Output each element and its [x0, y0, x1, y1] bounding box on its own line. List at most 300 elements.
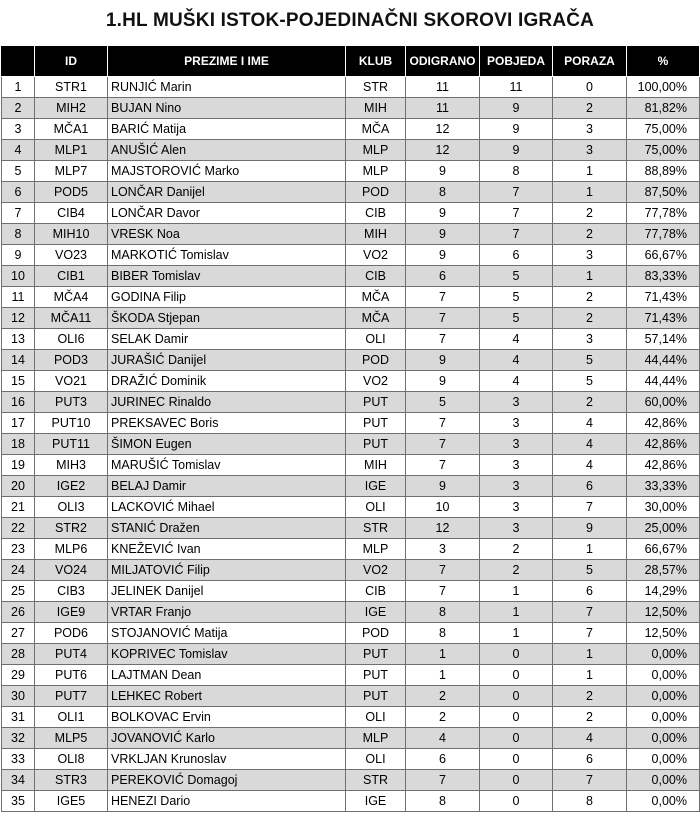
cell-percent: 44,44% — [627, 371, 700, 392]
cell-wins: 0 — [480, 644, 553, 665]
cell-percent: 14,29% — [627, 581, 700, 602]
cell-id: CIB3 — [35, 581, 108, 602]
cell-losses: 1 — [553, 161, 627, 182]
cell-played: 2 — [406, 707, 480, 728]
cell-played: 7 — [406, 413, 480, 434]
cell-id: MLP5 — [35, 728, 108, 749]
cell-name: HENEZI Dario — [108, 791, 346, 812]
cell-rank: 9 — [2, 245, 35, 266]
table-row — [2, 539, 700, 560]
cell-name: RUNJIĆ Marin — [108, 77, 346, 98]
cell-losses: 4 — [553, 413, 627, 434]
cell-played: 11 — [406, 98, 480, 119]
cell-losses: 6 — [553, 749, 627, 770]
cell-wins: 11 — [480, 77, 553, 98]
cell-id: MIH10 — [35, 224, 108, 245]
table-row — [2, 119, 700, 140]
cell-percent: 0,00% — [627, 770, 700, 791]
cell-id: STR1 — [35, 77, 108, 98]
table-body — [2, 77, 700, 812]
cell-name: PREKSAVEC Boris — [108, 413, 346, 434]
cell-id: IGE9 — [35, 602, 108, 623]
cell-club: IGE — [346, 602, 406, 623]
page-title: 1.HL MUŠKI ISTOK-POJEDINAČNI SKOROVI IGRAČA — [105, 10, 595, 31]
cell-name: SELAK Damir — [108, 329, 346, 350]
table-row — [2, 602, 700, 623]
table-row — [2, 413, 700, 434]
cell-wins: 6 — [480, 245, 553, 266]
table-row — [2, 560, 700, 581]
cell-club: STR — [346, 518, 406, 539]
cell-club: STR — [346, 77, 406, 98]
cell-rank: 29 — [2, 665, 35, 686]
table-header-row — [2, 46, 700, 77]
table-row — [2, 497, 700, 518]
cell-wins: 4 — [480, 350, 553, 371]
header-rank — [2, 46, 35, 77]
cell-played: 10 — [406, 497, 480, 518]
cell-id: MIH2 — [35, 98, 108, 119]
cell-wins: 3 — [480, 518, 553, 539]
cell-losses: 7 — [553, 623, 627, 644]
cell-losses: 8 — [553, 791, 627, 812]
cell-losses: 2 — [553, 686, 627, 707]
cell-name: STOJANOVIĆ Matija — [108, 623, 346, 644]
cell-percent: 0,00% — [627, 686, 700, 707]
cell-club: PUT — [346, 434, 406, 455]
cell-name: ANUŠIĆ Alen — [108, 140, 346, 161]
cell-club: CIB — [346, 266, 406, 287]
cell-id: POD6 — [35, 623, 108, 644]
cell-percent: 83,33% — [627, 266, 700, 287]
cell-id: CIB4 — [35, 203, 108, 224]
cell-rank: 18 — [2, 434, 35, 455]
cell-losses: 6 — [553, 476, 627, 497]
cell-wins: 7 — [480, 182, 553, 203]
cell-losses: 4 — [553, 434, 627, 455]
cell-club: OLI — [346, 707, 406, 728]
table-row — [2, 665, 700, 686]
cell-club: MLP — [346, 140, 406, 161]
cell-played: 1 — [406, 665, 480, 686]
cell-club: OLI — [346, 497, 406, 518]
table-row — [2, 140, 700, 161]
cell-name: LEHKEC Robert — [108, 686, 346, 707]
cell-id: VO21 — [35, 371, 108, 392]
table-row — [2, 98, 700, 119]
cell-name: JOVANOVIĆ Karlo — [108, 728, 346, 749]
cell-name: GODINA Filip — [108, 287, 346, 308]
cell-losses: 0 — [553, 77, 627, 98]
cell-rank: 20 — [2, 476, 35, 497]
cell-name: BIBER Tomislav — [108, 266, 346, 287]
cell-played: 1 — [406, 644, 480, 665]
header-played: ODIGRANO — [406, 46, 480, 77]
cell-played: 12 — [406, 119, 480, 140]
cell-rank: 1 — [2, 77, 35, 98]
cell-name: MAJSTOROVIĆ Marko — [108, 161, 346, 182]
cell-wins: 3 — [480, 413, 553, 434]
cell-losses: 1 — [553, 665, 627, 686]
cell-id: CIB1 — [35, 266, 108, 287]
cell-name: VRTAR Franjo — [108, 602, 346, 623]
cell-percent: 100,00% — [627, 77, 700, 98]
cell-percent: 42,86% — [627, 434, 700, 455]
cell-played: 3 — [406, 539, 480, 560]
cell-percent: 71,43% — [627, 287, 700, 308]
cell-name: DRAŽIĆ Dominik — [108, 371, 346, 392]
cell-id: OLI3 — [35, 497, 108, 518]
cell-losses: 2 — [553, 308, 627, 329]
cell-id: MLP6 — [35, 539, 108, 560]
cell-id: MLP7 — [35, 161, 108, 182]
cell-club: POD — [346, 623, 406, 644]
cell-name: BARIĆ Matija — [108, 119, 346, 140]
cell-club: STR — [346, 770, 406, 791]
table-row — [2, 329, 700, 350]
cell-wins: 8 — [480, 161, 553, 182]
cell-club: MIH — [346, 98, 406, 119]
cell-name: JELINEK Danijel — [108, 581, 346, 602]
cell-club: POD — [346, 350, 406, 371]
cell-wins: 3 — [480, 455, 553, 476]
cell-club: PUT — [346, 686, 406, 707]
table-row — [2, 77, 700, 98]
cell-percent: 77,78% — [627, 203, 700, 224]
cell-club: MLP — [346, 539, 406, 560]
table-row — [2, 686, 700, 707]
cell-played: 7 — [406, 560, 480, 581]
cell-percent: 0,00% — [627, 707, 700, 728]
cell-name: BELAJ Damir — [108, 476, 346, 497]
cell-id: OLI6 — [35, 329, 108, 350]
cell-losses: 1 — [553, 182, 627, 203]
cell-rank: 19 — [2, 455, 35, 476]
cell-name: KOPRIVEC Tomislav — [108, 644, 346, 665]
cell-rank: 3 — [2, 119, 35, 140]
cell-percent: 0,00% — [627, 644, 700, 665]
cell-rank: 26 — [2, 602, 35, 623]
cell-club: MČA — [346, 119, 406, 140]
cell-rank: 25 — [2, 581, 35, 602]
cell-played: 12 — [406, 140, 480, 161]
cell-name: VRESK Noa — [108, 224, 346, 245]
cell-rank: 31 — [2, 707, 35, 728]
cell-club: OLI — [346, 329, 406, 350]
cell-name: KNEŽEVIĆ Ivan — [108, 539, 346, 560]
cell-wins: 3 — [480, 392, 553, 413]
cell-club: MLP — [346, 161, 406, 182]
cell-percent: 33,33% — [627, 476, 700, 497]
cell-name: LAJTMAN Dean — [108, 665, 346, 686]
table-row — [2, 224, 700, 245]
cell-rank: 17 — [2, 413, 35, 434]
table-row — [2, 434, 700, 455]
table-row — [2, 203, 700, 224]
cell-losses: 7 — [553, 602, 627, 623]
table-row — [2, 266, 700, 287]
cell-name: ŠIMON Eugen — [108, 434, 346, 455]
cell-club: OLI — [346, 749, 406, 770]
table-row — [2, 581, 700, 602]
cell-club: IGE — [346, 791, 406, 812]
cell-id: PUT4 — [35, 644, 108, 665]
cell-wins: 9 — [480, 119, 553, 140]
cell-played: 7 — [406, 329, 480, 350]
cell-club: PUT — [346, 665, 406, 686]
cell-name: JURAŠIĆ Danijel — [108, 350, 346, 371]
cell-played: 7 — [406, 455, 480, 476]
cell-losses: 5 — [553, 350, 627, 371]
header-club: KLUB — [346, 46, 406, 77]
cell-id: MIH3 — [35, 455, 108, 476]
cell-rank: 5 — [2, 161, 35, 182]
cell-club: MIH — [346, 455, 406, 476]
cell-losses: 2 — [553, 707, 627, 728]
header-name: PREZIME I IME — [108, 46, 346, 77]
cell-id: MČA1 — [35, 119, 108, 140]
cell-name: LACKOVIĆ Mihael — [108, 497, 346, 518]
cell-id: OLI8 — [35, 749, 108, 770]
cell-played: 7 — [406, 581, 480, 602]
cell-played: 2 — [406, 686, 480, 707]
cell-name: BUJAN Nino — [108, 98, 346, 119]
cell-played: 8 — [406, 602, 480, 623]
cell-id: MLP1 — [35, 140, 108, 161]
cell-id: IGE2 — [35, 476, 108, 497]
cell-wins: 5 — [480, 266, 553, 287]
cell-rank: 2 — [2, 98, 35, 119]
cell-wins: 1 — [480, 623, 553, 644]
cell-id: VO23 — [35, 245, 108, 266]
header-percent: % — [627, 46, 700, 77]
cell-losses: 1 — [553, 266, 627, 287]
cell-club: POD — [346, 182, 406, 203]
cell-rank: 24 — [2, 560, 35, 581]
cell-percent: 44,44% — [627, 350, 700, 371]
cell-played: 7 — [406, 308, 480, 329]
table-row — [2, 644, 700, 665]
cell-losses: 3 — [553, 329, 627, 350]
cell-played: 7 — [406, 770, 480, 791]
cell-wins: 9 — [480, 140, 553, 161]
cell-wins: 3 — [480, 476, 553, 497]
cell-name: MARUŠIĆ Tomislav — [108, 455, 346, 476]
cell-played: 12 — [406, 518, 480, 539]
cell-percent: 12,50% — [627, 623, 700, 644]
cell-losses: 7 — [553, 770, 627, 791]
cell-rank: 7 — [2, 203, 35, 224]
table-row — [2, 623, 700, 644]
table-row — [2, 518, 700, 539]
cell-club: MIH — [346, 224, 406, 245]
cell-wins: 5 — [480, 287, 553, 308]
cell-wins: 5 — [480, 308, 553, 329]
cell-losses: 9 — [553, 518, 627, 539]
cell-percent: 25,00% — [627, 518, 700, 539]
cell-wins: 3 — [480, 434, 553, 455]
cell-percent: 81,82% — [627, 98, 700, 119]
cell-rank: 4 — [2, 140, 35, 161]
cell-losses: 5 — [553, 560, 627, 581]
cell-percent: 75,00% — [627, 119, 700, 140]
cell-played: 5 — [406, 392, 480, 413]
cell-played: 9 — [406, 245, 480, 266]
cell-percent: 77,78% — [627, 224, 700, 245]
cell-wins: 9 — [480, 98, 553, 119]
cell-percent: 0,00% — [627, 665, 700, 686]
cell-played: 8 — [406, 182, 480, 203]
cell-percent: 0,00% — [627, 749, 700, 770]
cell-percent: 28,57% — [627, 560, 700, 581]
table-row — [2, 770, 700, 791]
cell-losses: 2 — [553, 203, 627, 224]
cell-wins: 7 — [480, 203, 553, 224]
cell-losses: 3 — [553, 119, 627, 140]
cell-played: 9 — [406, 476, 480, 497]
cell-name: VRKLJAN Krunoslav — [108, 749, 346, 770]
cell-id: MČA4 — [35, 287, 108, 308]
cell-played: 7 — [406, 287, 480, 308]
cell-id: PUT11 — [35, 434, 108, 455]
cell-percent: 57,14% — [627, 329, 700, 350]
cell-wins: 3 — [480, 497, 553, 518]
cell-wins: 0 — [480, 728, 553, 749]
table-row — [2, 161, 700, 182]
cell-wins: 0 — [480, 770, 553, 791]
table-row — [2, 350, 700, 371]
cell-losses: 6 — [553, 581, 627, 602]
cell-rank: 15 — [2, 371, 35, 392]
cell-percent: 75,00% — [627, 140, 700, 161]
cell-rank: 28 — [2, 644, 35, 665]
cell-club: IGE — [346, 476, 406, 497]
cell-name: STANIĆ Dražen — [108, 518, 346, 539]
cell-losses: 3 — [553, 245, 627, 266]
cell-wins: 1 — [480, 602, 553, 623]
cell-percent: 12,50% — [627, 602, 700, 623]
cell-id: STR2 — [35, 518, 108, 539]
cell-club: MČA — [346, 287, 406, 308]
table-row — [2, 455, 700, 476]
table-row — [2, 392, 700, 413]
cell-club: VO2 — [346, 560, 406, 581]
table-row — [2, 476, 700, 497]
cell-id: PUT7 — [35, 686, 108, 707]
table-row — [2, 749, 700, 770]
cell-losses: 2 — [553, 224, 627, 245]
cell-played: 9 — [406, 203, 480, 224]
cell-rank: 8 — [2, 224, 35, 245]
cell-wins: 0 — [480, 791, 553, 812]
cell-id: VO24 — [35, 560, 108, 581]
table-row — [2, 728, 700, 749]
cell-percent: 60,00% — [627, 392, 700, 413]
cell-rank: 16 — [2, 392, 35, 413]
cell-name: ŠKODA Stjepan — [108, 308, 346, 329]
cell-club: MČA — [346, 308, 406, 329]
player-scores-table — [1, 45, 700, 812]
cell-club: CIB — [346, 203, 406, 224]
cell-name: LONČAR Danijel — [108, 182, 346, 203]
cell-rank: 11 — [2, 287, 35, 308]
cell-rank: 34 — [2, 770, 35, 791]
cell-losses: 5 — [553, 371, 627, 392]
cell-rank: 35 — [2, 791, 35, 812]
cell-played: 9 — [406, 371, 480, 392]
cell-percent: 66,67% — [627, 539, 700, 560]
cell-percent: 0,00% — [627, 791, 700, 812]
cell-wins: 4 — [480, 329, 553, 350]
header-id: ID — [35, 46, 108, 77]
cell-rank: 33 — [2, 749, 35, 770]
cell-percent: 30,00% — [627, 497, 700, 518]
cell-percent: 42,86% — [627, 413, 700, 434]
cell-losses: 2 — [553, 392, 627, 413]
header-wins: POBJEDA — [480, 46, 553, 77]
cell-wins: 7 — [480, 224, 553, 245]
table-row — [2, 791, 700, 812]
cell-percent: 66,67% — [627, 245, 700, 266]
cell-played: 4 — [406, 728, 480, 749]
cell-percent: 0,00% — [627, 728, 700, 749]
cell-losses: 2 — [553, 98, 627, 119]
cell-rank: 14 — [2, 350, 35, 371]
cell-percent: 87,50% — [627, 182, 700, 203]
cell-id: STR3 — [35, 770, 108, 791]
cell-played: 9 — [406, 224, 480, 245]
cell-club: PUT — [346, 644, 406, 665]
cell-name: BOLKOVAC Ervin — [108, 707, 346, 728]
cell-id: MČA11 — [35, 308, 108, 329]
cell-rank: 23 — [2, 539, 35, 560]
cell-losses: 4 — [553, 455, 627, 476]
cell-percent: 88,89% — [627, 161, 700, 182]
cell-wins: 0 — [480, 707, 553, 728]
cell-losses: 2 — [553, 287, 627, 308]
cell-played: 6 — [406, 749, 480, 770]
cell-club: PUT — [346, 392, 406, 413]
cell-rank: 12 — [2, 308, 35, 329]
cell-id: OLI1 — [35, 707, 108, 728]
cell-wins: 2 — [480, 560, 553, 581]
cell-wins: 1 — [480, 581, 553, 602]
cell-rank: 27 — [2, 623, 35, 644]
cell-club: PUT — [346, 413, 406, 434]
cell-wins: 2 — [480, 539, 553, 560]
cell-wins: 4 — [480, 371, 553, 392]
table-row — [2, 707, 700, 728]
cell-played: 11 — [406, 77, 480, 98]
cell-rank: 32 — [2, 728, 35, 749]
cell-wins: 0 — [480, 686, 553, 707]
cell-losses: 1 — [553, 644, 627, 665]
table-row — [2, 245, 700, 266]
cell-percent: 71,43% — [627, 308, 700, 329]
table-row — [2, 371, 700, 392]
cell-wins: 0 — [480, 749, 553, 770]
cell-id: IGE5 — [35, 791, 108, 812]
cell-played: 8 — [406, 791, 480, 812]
cell-rank: 21 — [2, 497, 35, 518]
cell-id: PUT10 — [35, 413, 108, 434]
cell-name: MARKOTIĆ Tomislav — [108, 245, 346, 266]
cell-rank: 6 — [2, 182, 35, 203]
header-losses: PORAZA — [553, 46, 627, 77]
cell-id: POD5 — [35, 182, 108, 203]
cell-id: POD3 — [35, 350, 108, 371]
table-row — [2, 287, 700, 308]
